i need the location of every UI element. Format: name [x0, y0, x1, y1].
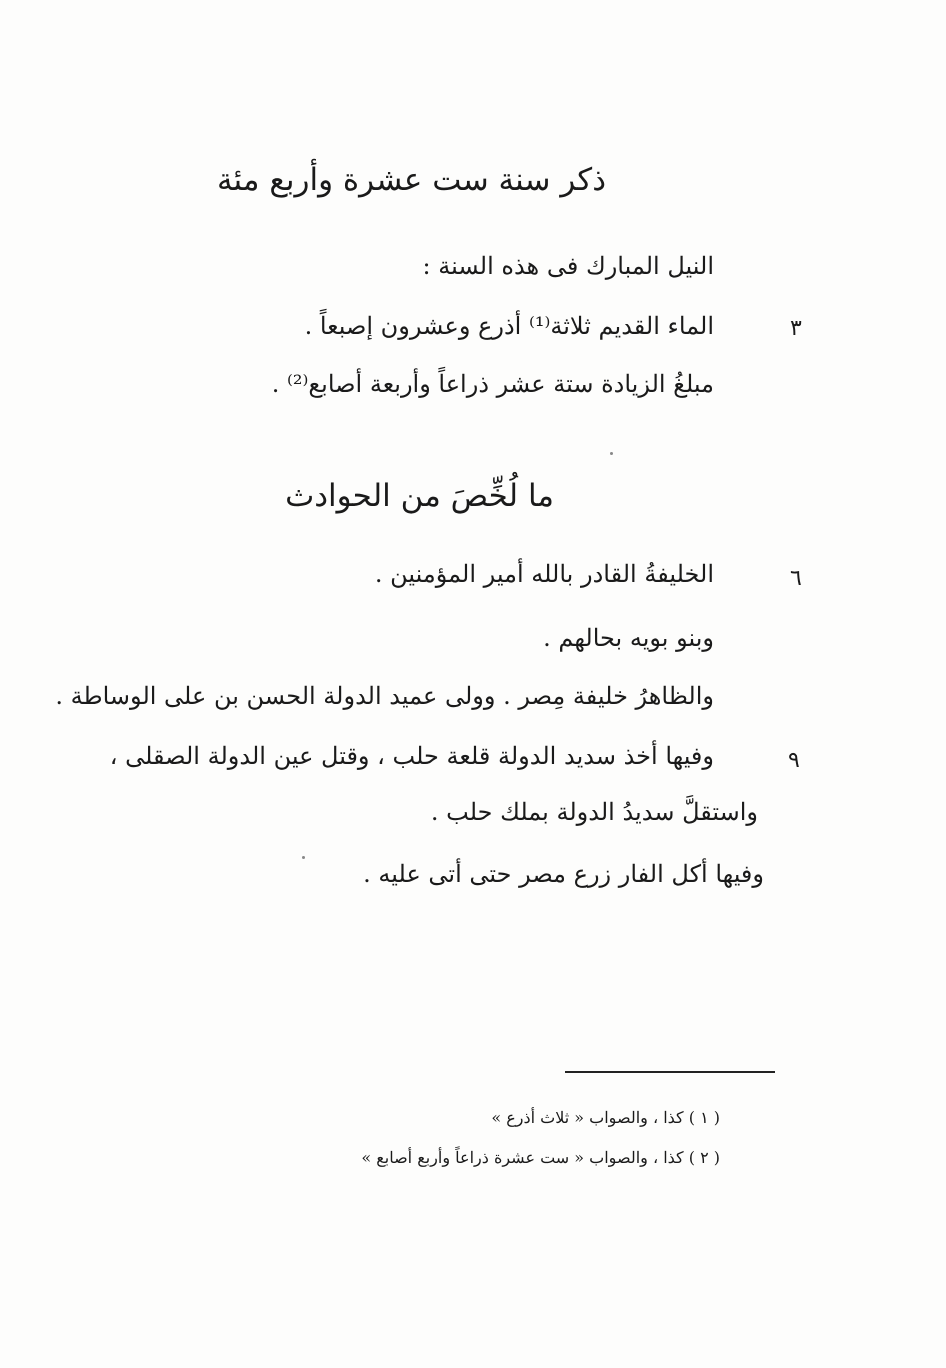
footnote-1: ( ١ ) كذا ، والصواب « ثلاث أذرع » — [491, 1108, 720, 1127]
nile-intro: النيل المبارك فى هذه السنة : — [422, 252, 714, 280]
footnote-2: ( ٢ ) كذا ، والصواب « ست عشرة ذراعاً وأربع أصابع » — [361, 1148, 720, 1167]
paper-speck — [302, 856, 305, 859]
nile-increase: مبلغُ الزيادة ستة عشر ذراعاً وأربعة أصابع⁽²⁾ . — [271, 370, 714, 398]
event-aleppo-line-1: وفيها أخذ سديد الدولة قلعة حلب ، وقتل عين الدولة الصقلى ، — [109, 742, 714, 770]
footnote-separator — [565, 1071, 775, 1073]
events-heading: ما لُخِّصَ من الحوادث — [285, 478, 554, 514]
nile-old-water: الماء القديم ثلاثة⁽¹⁾ أذرع وعشرون إصبعاً . — [304, 312, 714, 340]
event-caliph: الخليفةُ القادر بالله أمير المؤمنين . — [374, 560, 714, 588]
margin-number-3: ٣ — [790, 316, 802, 341]
margin-number-6: ٦ — [790, 566, 802, 591]
event-buwayh: وبنو بويه بحالهم . — [543, 624, 714, 652]
year-heading: ذكر سنة ست عشرة وأربع مئة — [216, 162, 606, 198]
margin-number-9: ٩ — [788, 748, 800, 773]
event-zahir: والظاهرُ خليفة مِصر . وولى عميد الدولة الحسن بن على الوساطة . — [55, 682, 714, 710]
event-aleppo-line-2: واستقلَّ سديدُ الدولة بملك حلب . — [430, 798, 758, 826]
paper-speck — [610, 452, 613, 455]
event-mice: وفيها أكل الفار زرع مصر حتى أتى عليه . — [363, 860, 764, 888]
